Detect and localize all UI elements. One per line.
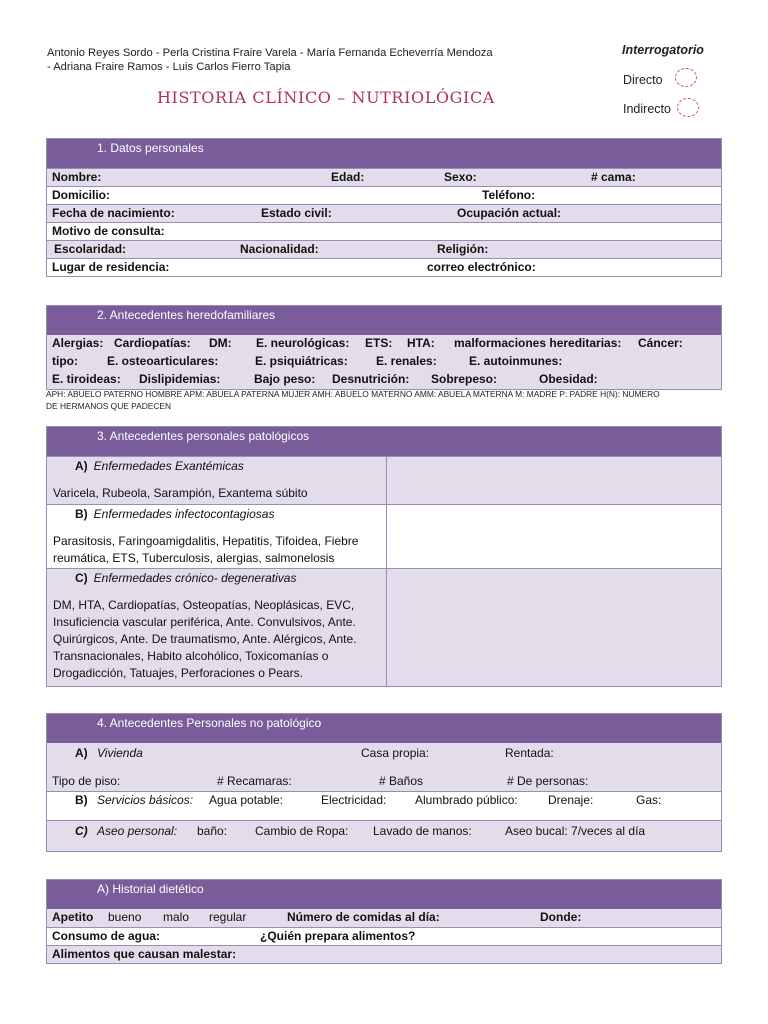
row-nombre	[47, 168, 721, 186]
residencia-field[interactable]: Lugar de residencia:	[52, 260, 170, 274]
autoinmunes-field[interactable]: E. autoinmunes:	[469, 354, 563, 368]
ets-field[interactable]: ETS:	[365, 336, 393, 350]
authors	[47, 46, 517, 74]
heredo-row-1	[47, 335, 721, 353]
directo-label: Directo	[623, 73, 663, 87]
consumo-agua-field[interactable]: Consumo de agua:	[52, 929, 161, 943]
exantematicas-answer[interactable]	[387, 457, 721, 504]
neurologicas-field[interactable]: E. neurológicas:	[256, 336, 350, 350]
cama-field[interactable]: # cama:	[591, 170, 636, 184]
cronico-body: DM, HTA, Cardiopatías, Osteopatías, Neoplásicas, EVC, Insuficiencia vascular periférica, Ante. Convulsivos, Ante. Quirúrgicos, Ante. De traumatismo, Ante. Alérgicos, Ante. Transnacionales, Habito alcohólico, Toxicomanías o Drogadicción, Tatuajes, Perforaciones o Pears.	[53, 598, 357, 680]
servicios-block	[47, 791, 721, 820]
vivienda-block	[47, 743, 721, 791]
gas-field[interactable]: Gas:	[636, 793, 662, 807]
row-apetito	[47, 909, 721, 927]
interrogatorio-label: Interrogatorio	[622, 43, 704, 57]
heredo-row-3	[47, 371, 721, 389]
banos-field[interactable]: # Baños	[379, 774, 424, 788]
vivienda-title: Vivienda	[97, 746, 143, 760]
section-4-header	[47, 714, 721, 743]
infecto-title: Enfermedades infectocontagiosas	[93, 507, 275, 521]
cronico-letter: C)	[75, 571, 88, 585]
servicios-title: Servicios básicos:	[97, 793, 194, 807]
fecha-nacimiento-field[interactable]: Fecha de nacimiento:	[52, 206, 175, 220]
row-malestar	[47, 945, 721, 963]
domicilio-field[interactable]: Domicilio:	[52, 188, 111, 202]
infecto-letter: B)	[75, 507, 88, 521]
motivo-consulta-field[interactable]: Motivo de consulta:	[52, 224, 165, 238]
bano-field[interactable]: baño:	[197, 824, 228, 838]
row-motivo	[47, 222, 721, 240]
section-3-title: 3. Antecedentes personales patológicos	[97, 429, 310, 443]
heredo-row-2	[47, 353, 721, 371]
exantematicas-text	[47, 457, 387, 504]
authors-line-1: Antonio Reyes Sordo - Perla Cristina Fraire Varela - María Fernanda Echeverría Mendoza	[47, 47, 493, 59]
tiroideas-field[interactable]: E. tiroideas:	[52, 372, 121, 386]
document-title: HISTORIA CLÍNICO – NUTRIOLÓGICA	[157, 88, 495, 107]
osteoarticulares-field[interactable]: E. osteoarticulares:	[107, 354, 219, 368]
tipo-field[interactable]: tipo:	[52, 354, 78, 368]
row-agua	[47, 927, 721, 945]
nombre-field[interactable]: Nombre:	[52, 170, 102, 184]
section-patologicos	[46, 426, 722, 687]
vivienda-letter: A)	[75, 746, 88, 760]
recamaras-field[interactable]: # Recamaras:	[217, 774, 292, 788]
infecto-block	[47, 504, 721, 568]
section-1-header	[47, 139, 721, 168]
cronico-title: Enfermedades crónico- degenerativas	[93, 571, 297, 585]
dislipidemias-field[interactable]: Dislipidemias:	[139, 372, 221, 386]
hta-field[interactable]: HTA:	[407, 336, 435, 350]
apetito-label: Apetito	[52, 910, 94, 924]
obesidad-field[interactable]: Obesidad:	[539, 372, 598, 386]
quien-prepara-field[interactable]: ¿Quién prepara alimentos?	[260, 929, 416, 943]
section-datos-personales	[46, 138, 722, 277]
legend-line-1: APH: ABUELO PATERNO HOMBRE APM: ABUELA PATERNA MUJER AMH: ABUELO MATERNO AMM: ABUELA MATERNA M: MADRE P: PADRE H(N): NUMERO	[46, 389, 660, 399]
section-1-title: 1. Datos personales	[97, 141, 204, 155]
sexo-field[interactable]: Sexo:	[444, 170, 477, 184]
ocupacion-field[interactable]: Ocupación actual:	[457, 206, 562, 220]
donde-field[interactable]: Donde:	[540, 910, 582, 924]
malformaciones-field[interactable]: malformaciones hereditarias:	[454, 336, 622, 350]
aseo-block	[47, 820, 721, 851]
section-3-header	[47, 427, 721, 456]
section-heredofamiliares	[46, 305, 722, 390]
infecto-answer[interactable]	[387, 505, 721, 568]
cronico-block	[47, 568, 721, 686]
edad-field[interactable]: Edad:	[331, 170, 365, 184]
telefono-field[interactable]: Teléfono:	[482, 188, 536, 202]
section-historial-dietetico	[46, 879, 722, 964]
indirecto-checkbox[interactable]	[677, 98, 699, 117]
cronico-text	[47, 569, 387, 686]
aseo-title: Aseo personal:	[97, 824, 178, 838]
religion-field[interactable]: Religión:	[437, 242, 489, 256]
apetito-bueno-option[interactable]: bueno	[108, 910, 142, 924]
exantematicas-title: Enfermedades Exantémicas	[93, 459, 244, 473]
row-escolaridad	[47, 240, 721, 258]
drenaje-field[interactable]: Drenaje:	[548, 793, 594, 807]
row-domicilio	[47, 186, 721, 204]
heredo-legend	[46, 388, 726, 412]
alumbrado-field[interactable]: Alumbrado público:	[415, 793, 518, 807]
psiquiatricas-field[interactable]: E. psiquiátricas:	[255, 354, 348, 368]
alergias-field[interactable]: Alergias:	[52, 336, 104, 350]
correo-field[interactable]: correo electrónico:	[427, 260, 536, 274]
authors-line-2: - Adriana Fraire Ramos - Luis Carlos Fierro Tapia	[47, 61, 291, 73]
comidas-dia-field[interactable]: Número de comidas al día:	[287, 910, 440, 924]
electricidad-field[interactable]: Electricidad:	[321, 793, 387, 807]
desnutricion-field[interactable]: Desnutrición:	[332, 372, 410, 386]
row-residencia	[47, 258, 721, 276]
tipo-piso-field[interactable]: Tipo de piso:	[52, 774, 121, 788]
agua-potable-field[interactable]: Agua potable:	[209, 793, 284, 807]
section-5-header	[47, 880, 721, 909]
dm-field[interactable]: DM:	[209, 336, 232, 350]
infecto-body: Parasitosis, Faringoamigdalitis, Hepatitis, Tifoidea, Fiebre reumática, ETS, Tuberculosis, alergias, salmonelosis	[53, 534, 359, 565]
personas-field[interactable]: # De personas:	[507, 774, 589, 788]
alimentos-malestar-field[interactable]: Alimentos que causan malestar:	[52, 947, 237, 961]
casa-propia-field[interactable]: Casa propia:	[361, 746, 430, 760]
cancer-field[interactable]: Cáncer:	[638, 336, 683, 350]
section-no-patologicos	[46, 713, 722, 852]
aseo-bucal-field[interactable]: Aseo bucal: 7/veces al día	[505, 824, 646, 838]
nacionalidad-field[interactable]: Nacionalidad:	[240, 242, 319, 256]
section-2-header	[47, 306, 721, 335]
lavado-manos-field[interactable]: Lavado de manos:	[373, 824, 472, 838]
exantematicas-block	[47, 456, 721, 504]
bajo-peso-field[interactable]: Bajo peso:	[254, 372, 316, 386]
cambio-ropa-field[interactable]: Cambio de Ropa:	[255, 824, 349, 838]
section-5-title: A) Historial dietético	[97, 882, 204, 896]
exantematicas-body: Varicela, Rubeola, Sarampión, Exantema súbito	[53, 486, 308, 500]
cronico-answer[interactable]	[387, 569, 721, 686]
estado-civil-field[interactable]: Estado civil:	[261, 206, 332, 220]
directo-checkbox[interactable]	[675, 68, 697, 87]
exantematicas-letter: A)	[75, 459, 88, 473]
legend-line-2: DE HERMANOS QUE PADECEN	[46, 401, 172, 411]
servicios-letter: B)	[75, 793, 88, 807]
section-4-title: 4. Antecedentes Personales no patológico	[97, 716, 322, 730]
indirecto-label: Indirecto	[623, 102, 671, 116]
apetito-malo-option[interactable]: malo	[163, 910, 190, 924]
renales-field[interactable]: E. renales:	[376, 354, 437, 368]
infecto-text	[47, 505, 387, 568]
section-2-title: 2. Antecedentes heredofamiliares	[97, 308, 276, 322]
row-fecha	[47, 204, 721, 222]
apetito-regular-option[interactable]: regular	[209, 910, 247, 924]
cardiopatias-field[interactable]: Cardiopatías:	[114, 336, 191, 350]
rentada-field[interactable]: Rentada:	[505, 746, 554, 760]
aseo-letter: C)	[75, 824, 88, 838]
sobrepeso-field[interactable]: Sobrepeso:	[431, 372, 498, 386]
escolaridad-field[interactable]: Escolaridad:	[54, 242, 127, 256]
